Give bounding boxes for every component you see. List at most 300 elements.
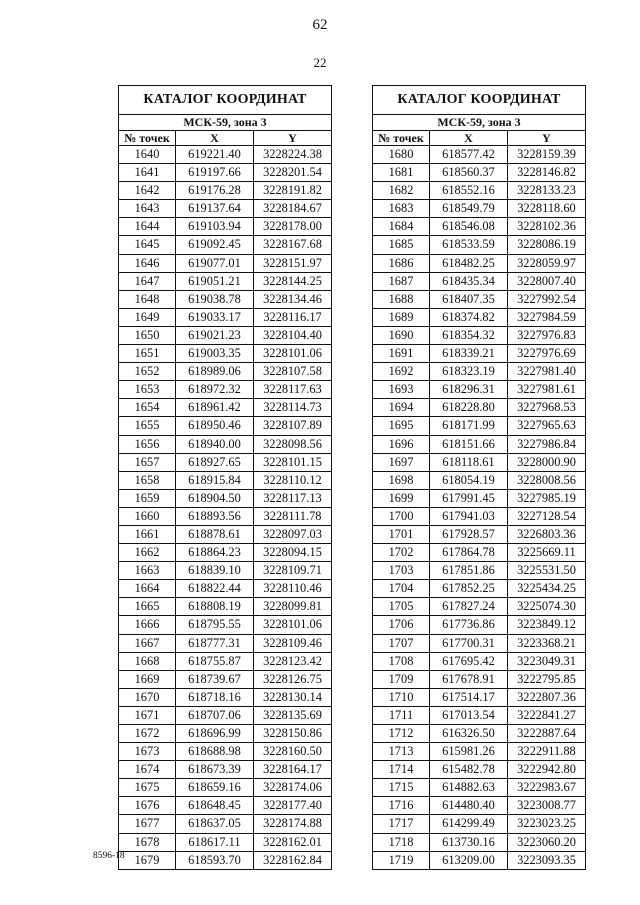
table-row [373, 525, 586, 543]
point-number-cell: 1710 [373, 688, 430, 706]
table-row [119, 182, 332, 200]
x-coordinate-cell: 614882.63 [430, 779, 508, 797]
y-coordinate-cell: 3227128.54 [508, 507, 586, 525]
x-coordinate-cell: 618533.59 [430, 236, 508, 254]
y-coordinate-cell: 3228102.36 [508, 218, 586, 236]
point-number-cell: 1681 [373, 164, 430, 182]
x-coordinate-cell: 618673.39 [176, 761, 254, 779]
x-coordinate-cell: 613209.00 [430, 851, 508, 869]
y-coordinate-cell: 3228109.46 [254, 634, 332, 652]
column-header-x: X [430, 131, 508, 146]
x-coordinate-cell: 619021.23 [176, 326, 254, 344]
y-coordinate-cell: 3228162.01 [254, 833, 332, 851]
table-row [119, 779, 332, 797]
table-row [373, 507, 586, 525]
point-number-cell: 1675 [119, 779, 176, 797]
table-row [119, 833, 332, 851]
table-row [373, 218, 586, 236]
table-row [373, 326, 586, 344]
point-number-cell: 1694 [373, 399, 430, 417]
table-row [373, 833, 586, 851]
x-coordinate-cell: 618546.08 [430, 218, 508, 236]
table-row [373, 562, 586, 580]
y-coordinate-cell: 3223023.25 [508, 815, 586, 833]
x-coordinate-cell: 618893.56 [176, 507, 254, 525]
column-header-point: № точек [373, 131, 430, 146]
table-row [119, 562, 332, 580]
x-coordinate-cell: 618696.99 [176, 725, 254, 743]
y-coordinate-cell: 3225531.50 [508, 562, 586, 580]
point-number-cell: 1688 [373, 290, 430, 308]
x-coordinate-cell: 617991.45 [430, 489, 508, 507]
table-row [119, 218, 332, 236]
table-row [119, 743, 332, 761]
point-number-cell: 1676 [119, 797, 176, 815]
y-coordinate-cell: 3228130.14 [254, 688, 332, 706]
table-row [373, 544, 586, 562]
x-coordinate-cell: 618296.31 [430, 381, 508, 399]
point-number-cell: 1641 [119, 164, 176, 182]
y-coordinate-cell: 3227985.19 [508, 489, 586, 507]
table-row [119, 544, 332, 562]
table-row [119, 146, 332, 164]
sheet-number: 22 [313, 55, 327, 70]
table-row [119, 254, 332, 272]
point-number-cell: 1679 [119, 851, 176, 869]
point-number-cell: 1697 [373, 453, 430, 471]
y-coordinate-cell: 3228162.84 [254, 851, 332, 869]
y-coordinate-cell: 3228123.42 [254, 652, 332, 670]
y-coordinate-cell: 3228101.06 [254, 345, 332, 363]
x-coordinate-cell: 614480.40 [430, 797, 508, 815]
x-coordinate-cell: 618927.65 [176, 453, 254, 471]
x-coordinate-cell: 619038.78 [176, 290, 254, 308]
point-number-cell: 1648 [119, 290, 176, 308]
point-number-cell: 1705 [373, 598, 430, 616]
y-coordinate-cell: 3228118.60 [508, 200, 586, 218]
table-row [119, 308, 332, 326]
point-number-cell: 1642 [119, 182, 176, 200]
table-row [119, 417, 332, 435]
point-number-cell: 1665 [119, 598, 176, 616]
table-row [373, 435, 586, 453]
y-coordinate-cell: 3228059.97 [508, 254, 586, 272]
table-row [373, 345, 586, 363]
x-coordinate-cell: 619092.45 [176, 236, 254, 254]
point-number-cell: 1640 [119, 146, 176, 164]
table-row [119, 598, 332, 616]
x-coordinate-cell: 617852.25 [430, 580, 508, 598]
point-number-cell: 1645 [119, 236, 176, 254]
column-header-y: Y [508, 131, 586, 146]
catalog-title: КАТАЛОГ КООРДИНАТ [373, 86, 586, 115]
table-row [373, 200, 586, 218]
x-coordinate-cell: 617864.78 [430, 544, 508, 562]
table-row [373, 290, 586, 308]
x-coordinate-cell: 619221.40 [176, 146, 254, 164]
point-number-cell: 1695 [373, 417, 430, 435]
y-coordinate-cell: 3223049.31 [508, 652, 586, 670]
x-coordinate-cell: 614299.49 [430, 815, 508, 833]
x-coordinate-cell: 618755.87 [176, 652, 254, 670]
point-number-cell: 1711 [373, 706, 430, 724]
x-coordinate-cell: 618777.31 [176, 634, 254, 652]
x-coordinate-cell: 617514.17 [430, 688, 508, 706]
y-coordinate-cell: 3227965.63 [508, 417, 586, 435]
point-number-cell: 1698 [373, 471, 430, 489]
table-row [119, 489, 332, 507]
point-number-cell: 1701 [373, 525, 430, 543]
x-coordinate-cell: 618915.84 [176, 471, 254, 489]
point-number-cell: 1656 [119, 435, 176, 453]
x-coordinate-cell: 618972.32 [176, 381, 254, 399]
point-number-cell: 1666 [119, 616, 176, 634]
table-row [373, 308, 586, 326]
zone-label: МСК-59, зона 3 [373, 115, 586, 131]
y-coordinate-cell: 3228101.15 [254, 453, 332, 471]
y-coordinate-cell: 3226803.36 [508, 525, 586, 543]
catalog-body-right [373, 146, 586, 870]
point-number-cell: 1678 [119, 833, 176, 851]
point-number-cell: 1691 [373, 345, 430, 363]
point-number-cell: 1671 [119, 706, 176, 724]
y-coordinate-cell: 3222795.85 [508, 670, 586, 688]
point-number-cell: 1672 [119, 725, 176, 743]
point-number-cell: 1708 [373, 652, 430, 670]
y-coordinate-cell: 3227976.69 [508, 345, 586, 363]
table-row [119, 236, 332, 254]
y-coordinate-cell: 3228201.54 [254, 164, 332, 182]
table-row [373, 254, 586, 272]
x-coordinate-cell: 618961.42 [176, 399, 254, 417]
y-coordinate-cell: 3228097.03 [254, 525, 332, 543]
zone-label: МСК-59, зона 3 [119, 115, 332, 131]
x-coordinate-cell: 617678.91 [430, 670, 508, 688]
y-coordinate-cell: 3222887.64 [508, 725, 586, 743]
point-number-cell: 1712 [373, 725, 430, 743]
table-row [373, 272, 586, 290]
table-row [119, 272, 332, 290]
y-coordinate-cell: 3223060.20 [508, 833, 586, 851]
table-row [119, 616, 332, 634]
table-row [119, 688, 332, 706]
table-row [373, 598, 586, 616]
page-number: 62 [312, 17, 328, 33]
point-number-cell: 1657 [119, 453, 176, 471]
y-coordinate-cell: 3228191.82 [254, 182, 332, 200]
y-coordinate-cell: 3223008.77 [508, 797, 586, 815]
y-coordinate-cell: 3228116.17 [254, 308, 332, 326]
table-row [119, 471, 332, 489]
point-number-cell: 1693 [373, 381, 430, 399]
table-row [119, 525, 332, 543]
x-coordinate-cell: 618864.23 [176, 544, 254, 562]
x-coordinate-cell: 619003.35 [176, 345, 254, 363]
table-row [373, 652, 586, 670]
point-number-cell: 1677 [119, 815, 176, 833]
y-coordinate-cell: 3222942.80 [508, 761, 586, 779]
table-row [119, 706, 332, 724]
x-coordinate-cell: 618904.50 [176, 489, 254, 507]
y-coordinate-cell: 3227981.40 [508, 363, 586, 381]
table-row [119, 453, 332, 471]
y-coordinate-cell: 3228117.63 [254, 381, 332, 399]
table-row [373, 417, 586, 435]
x-coordinate-cell: 618739.67 [176, 670, 254, 688]
point-number-cell: 1703 [373, 562, 430, 580]
y-coordinate-cell: 3228150.86 [254, 725, 332, 743]
point-number-cell: 1700 [373, 507, 430, 525]
point-number-cell: 1680 [373, 146, 430, 164]
x-coordinate-cell: 613730.16 [430, 833, 508, 851]
x-coordinate-cell: 618435.34 [430, 272, 508, 290]
x-coordinate-cell: 618707.06 [176, 706, 254, 724]
table-row [119, 580, 332, 598]
point-number-cell: 1654 [119, 399, 176, 417]
table-row [373, 236, 586, 254]
table-row [373, 471, 586, 489]
table-row [373, 164, 586, 182]
x-coordinate-cell: 618118.61 [430, 453, 508, 471]
point-number-cell: 1662 [119, 544, 176, 562]
y-coordinate-cell: 3228151.97 [254, 254, 332, 272]
y-coordinate-cell: 3228135.69 [254, 706, 332, 724]
x-coordinate-cell: 618688.98 [176, 743, 254, 761]
y-coordinate-cell: 3227984.59 [508, 308, 586, 326]
table-row [373, 743, 586, 761]
document-code: 8596-18 [93, 851, 125, 861]
y-coordinate-cell: 3227992.54 [508, 290, 586, 308]
y-coordinate-cell: 3228098.56 [254, 435, 332, 453]
point-number-cell: 1653 [119, 381, 176, 399]
table-row [373, 706, 586, 724]
table-row [373, 634, 586, 652]
x-coordinate-cell: 618950.46 [176, 417, 254, 435]
table-row [119, 345, 332, 363]
table-row [373, 580, 586, 598]
y-coordinate-cell: 3225074.30 [508, 598, 586, 616]
y-coordinate-cell: 3228146.82 [508, 164, 586, 182]
catalog-title: КАТАЛОГ КООРДИНАТ [119, 86, 332, 115]
table-row [119, 435, 332, 453]
y-coordinate-cell: 3228167.68 [254, 236, 332, 254]
point-number-cell: 1692 [373, 363, 430, 381]
x-coordinate-cell: 618339.21 [430, 345, 508, 363]
y-coordinate-cell: 3228134.46 [254, 290, 332, 308]
y-coordinate-cell: 3228107.89 [254, 417, 332, 435]
point-number-cell: 1643 [119, 200, 176, 218]
point-number-cell: 1670 [119, 688, 176, 706]
table-row [373, 797, 586, 815]
y-coordinate-cell: 3228008.56 [508, 471, 586, 489]
point-number-cell: 1719 [373, 851, 430, 869]
table-row [119, 290, 332, 308]
point-number-cell: 1651 [119, 345, 176, 363]
table-row [119, 670, 332, 688]
y-coordinate-cell: 3225669.11 [508, 544, 586, 562]
y-coordinate-cell: 3228159.39 [508, 146, 586, 164]
table-row [373, 779, 586, 797]
point-number-cell: 1663 [119, 562, 176, 580]
x-coordinate-cell: 617851.86 [430, 562, 508, 580]
y-coordinate-cell: 3228177.40 [254, 797, 332, 815]
table-row [119, 634, 332, 652]
x-coordinate-cell: 618354.32 [430, 326, 508, 344]
point-number-cell: 1667 [119, 634, 176, 652]
point-number-cell: 1707 [373, 634, 430, 652]
point-number-cell: 1696 [373, 435, 430, 453]
x-coordinate-cell: 618577.42 [430, 146, 508, 164]
y-coordinate-cell: 3228086.19 [508, 236, 586, 254]
point-number-cell: 1715 [373, 779, 430, 797]
x-coordinate-cell: 618617.11 [176, 833, 254, 851]
x-coordinate-cell: 617695.42 [430, 652, 508, 670]
coordinate-catalog-left [118, 85, 332, 870]
point-number-cell: 1673 [119, 743, 176, 761]
point-number-cell: 1718 [373, 833, 430, 851]
point-number-cell: 1660 [119, 507, 176, 525]
y-coordinate-cell: 3228109.71 [254, 562, 332, 580]
point-number-cell: 1713 [373, 743, 430, 761]
table-row [119, 363, 332, 381]
y-coordinate-cell: 3228110.46 [254, 580, 332, 598]
table-row [373, 381, 586, 399]
y-coordinate-cell: 3223849.12 [508, 616, 586, 634]
y-coordinate-cell: 3228178.00 [254, 218, 332, 236]
y-coordinate-cell: 3228174.06 [254, 779, 332, 797]
x-coordinate-cell: 618374.82 [430, 308, 508, 326]
table-row [119, 381, 332, 399]
y-coordinate-cell: 3228174.88 [254, 815, 332, 833]
x-coordinate-cell: 616326.50 [430, 725, 508, 743]
x-coordinate-cell: 617700.31 [430, 634, 508, 652]
table-row [373, 399, 586, 417]
x-coordinate-cell: 618171.99 [430, 417, 508, 435]
y-coordinate-cell: 3228133.23 [508, 182, 586, 200]
table-row [119, 399, 332, 417]
x-coordinate-cell: 618228.80 [430, 399, 508, 417]
column-header-point: № точек [119, 131, 176, 146]
point-number-cell: 1714 [373, 761, 430, 779]
y-coordinate-cell: 3228099.81 [254, 598, 332, 616]
x-coordinate-cell: 618552.16 [430, 182, 508, 200]
table-row [119, 326, 332, 344]
table-row [373, 182, 586, 200]
point-number-cell: 1704 [373, 580, 430, 598]
x-coordinate-cell: 617928.57 [430, 525, 508, 543]
table-row [119, 164, 332, 182]
y-coordinate-cell: 3228144.25 [254, 272, 332, 290]
x-coordinate-cell: 618054.19 [430, 471, 508, 489]
point-number-cell: 1690 [373, 326, 430, 344]
table-row [119, 652, 332, 670]
catalog-body-left [119, 146, 332, 870]
x-coordinate-cell: 618839.10 [176, 562, 254, 580]
x-coordinate-cell: 618659.16 [176, 779, 254, 797]
point-number-cell: 1644 [119, 218, 176, 236]
y-coordinate-cell: 3228111.78 [254, 507, 332, 525]
x-coordinate-cell: 615482.78 [430, 761, 508, 779]
y-coordinate-cell: 3228114.73 [254, 399, 332, 417]
x-coordinate-cell: 619051.21 [176, 272, 254, 290]
x-coordinate-cell: 617013.54 [430, 706, 508, 724]
table-row [373, 688, 586, 706]
point-number-cell: 1687 [373, 272, 430, 290]
y-coordinate-cell: 3222841.27 [508, 706, 586, 724]
table-row [373, 146, 586, 164]
x-coordinate-cell: 619077.01 [176, 254, 254, 272]
table-row [119, 200, 332, 218]
y-coordinate-cell: 3228104.40 [254, 326, 332, 344]
point-number-cell: 1658 [119, 471, 176, 489]
y-coordinate-cell: 3222983.67 [508, 779, 586, 797]
x-coordinate-cell: 617736.86 [430, 616, 508, 634]
y-coordinate-cell: 3228117.13 [254, 489, 332, 507]
x-coordinate-cell: 618323.19 [430, 363, 508, 381]
x-coordinate-cell: 619103.94 [176, 218, 254, 236]
point-number-cell: 1664 [119, 580, 176, 598]
table-row [373, 670, 586, 688]
point-number-cell: 1646 [119, 254, 176, 272]
table-row [119, 815, 332, 833]
x-coordinate-cell: 617827.24 [430, 598, 508, 616]
point-number-cell: 1683 [373, 200, 430, 218]
y-coordinate-cell: 3222807.36 [508, 688, 586, 706]
y-coordinate-cell: 3227968.53 [508, 399, 586, 417]
point-number-cell: 1669 [119, 670, 176, 688]
table-row [119, 797, 332, 815]
x-coordinate-cell: 618989.06 [176, 363, 254, 381]
x-coordinate-cell: 619176.28 [176, 182, 254, 200]
point-number-cell: 1652 [119, 363, 176, 381]
point-number-cell: 1647 [119, 272, 176, 290]
point-number-cell: 1685 [373, 236, 430, 254]
y-coordinate-cell: 3227986.84 [508, 435, 586, 453]
table-row [119, 725, 332, 743]
point-number-cell: 1702 [373, 544, 430, 562]
x-coordinate-cell: 615981.26 [430, 743, 508, 761]
x-coordinate-cell: 618808.19 [176, 598, 254, 616]
y-coordinate-cell: 3228000.90 [508, 453, 586, 471]
point-number-cell: 1649 [119, 308, 176, 326]
x-coordinate-cell: 618648.45 [176, 797, 254, 815]
y-coordinate-cell: 3228224.38 [254, 146, 332, 164]
point-number-cell: 1684 [373, 218, 430, 236]
point-number-cell: 1650 [119, 326, 176, 344]
y-coordinate-cell: 3228107.58 [254, 363, 332, 381]
x-coordinate-cell: 618151.66 [430, 435, 508, 453]
point-number-cell: 1699 [373, 489, 430, 507]
table-row [373, 815, 586, 833]
table-row [373, 489, 586, 507]
x-coordinate-cell: 618560.37 [430, 164, 508, 182]
x-coordinate-cell: 618593.70 [176, 851, 254, 869]
x-coordinate-cell: 619197.66 [176, 164, 254, 182]
point-number-cell: 1716 [373, 797, 430, 815]
point-number-cell: 1682 [373, 182, 430, 200]
table-row [373, 453, 586, 471]
table-row [119, 851, 332, 869]
y-coordinate-cell: 3228101.06 [254, 616, 332, 634]
y-coordinate-cell: 3228160.50 [254, 743, 332, 761]
x-coordinate-cell: 618878.61 [176, 525, 254, 543]
point-number-cell: 1686 [373, 254, 430, 272]
table-row [373, 725, 586, 743]
table-row [373, 851, 586, 869]
point-number-cell: 1655 [119, 417, 176, 435]
point-number-cell: 1668 [119, 652, 176, 670]
point-number-cell: 1689 [373, 308, 430, 326]
